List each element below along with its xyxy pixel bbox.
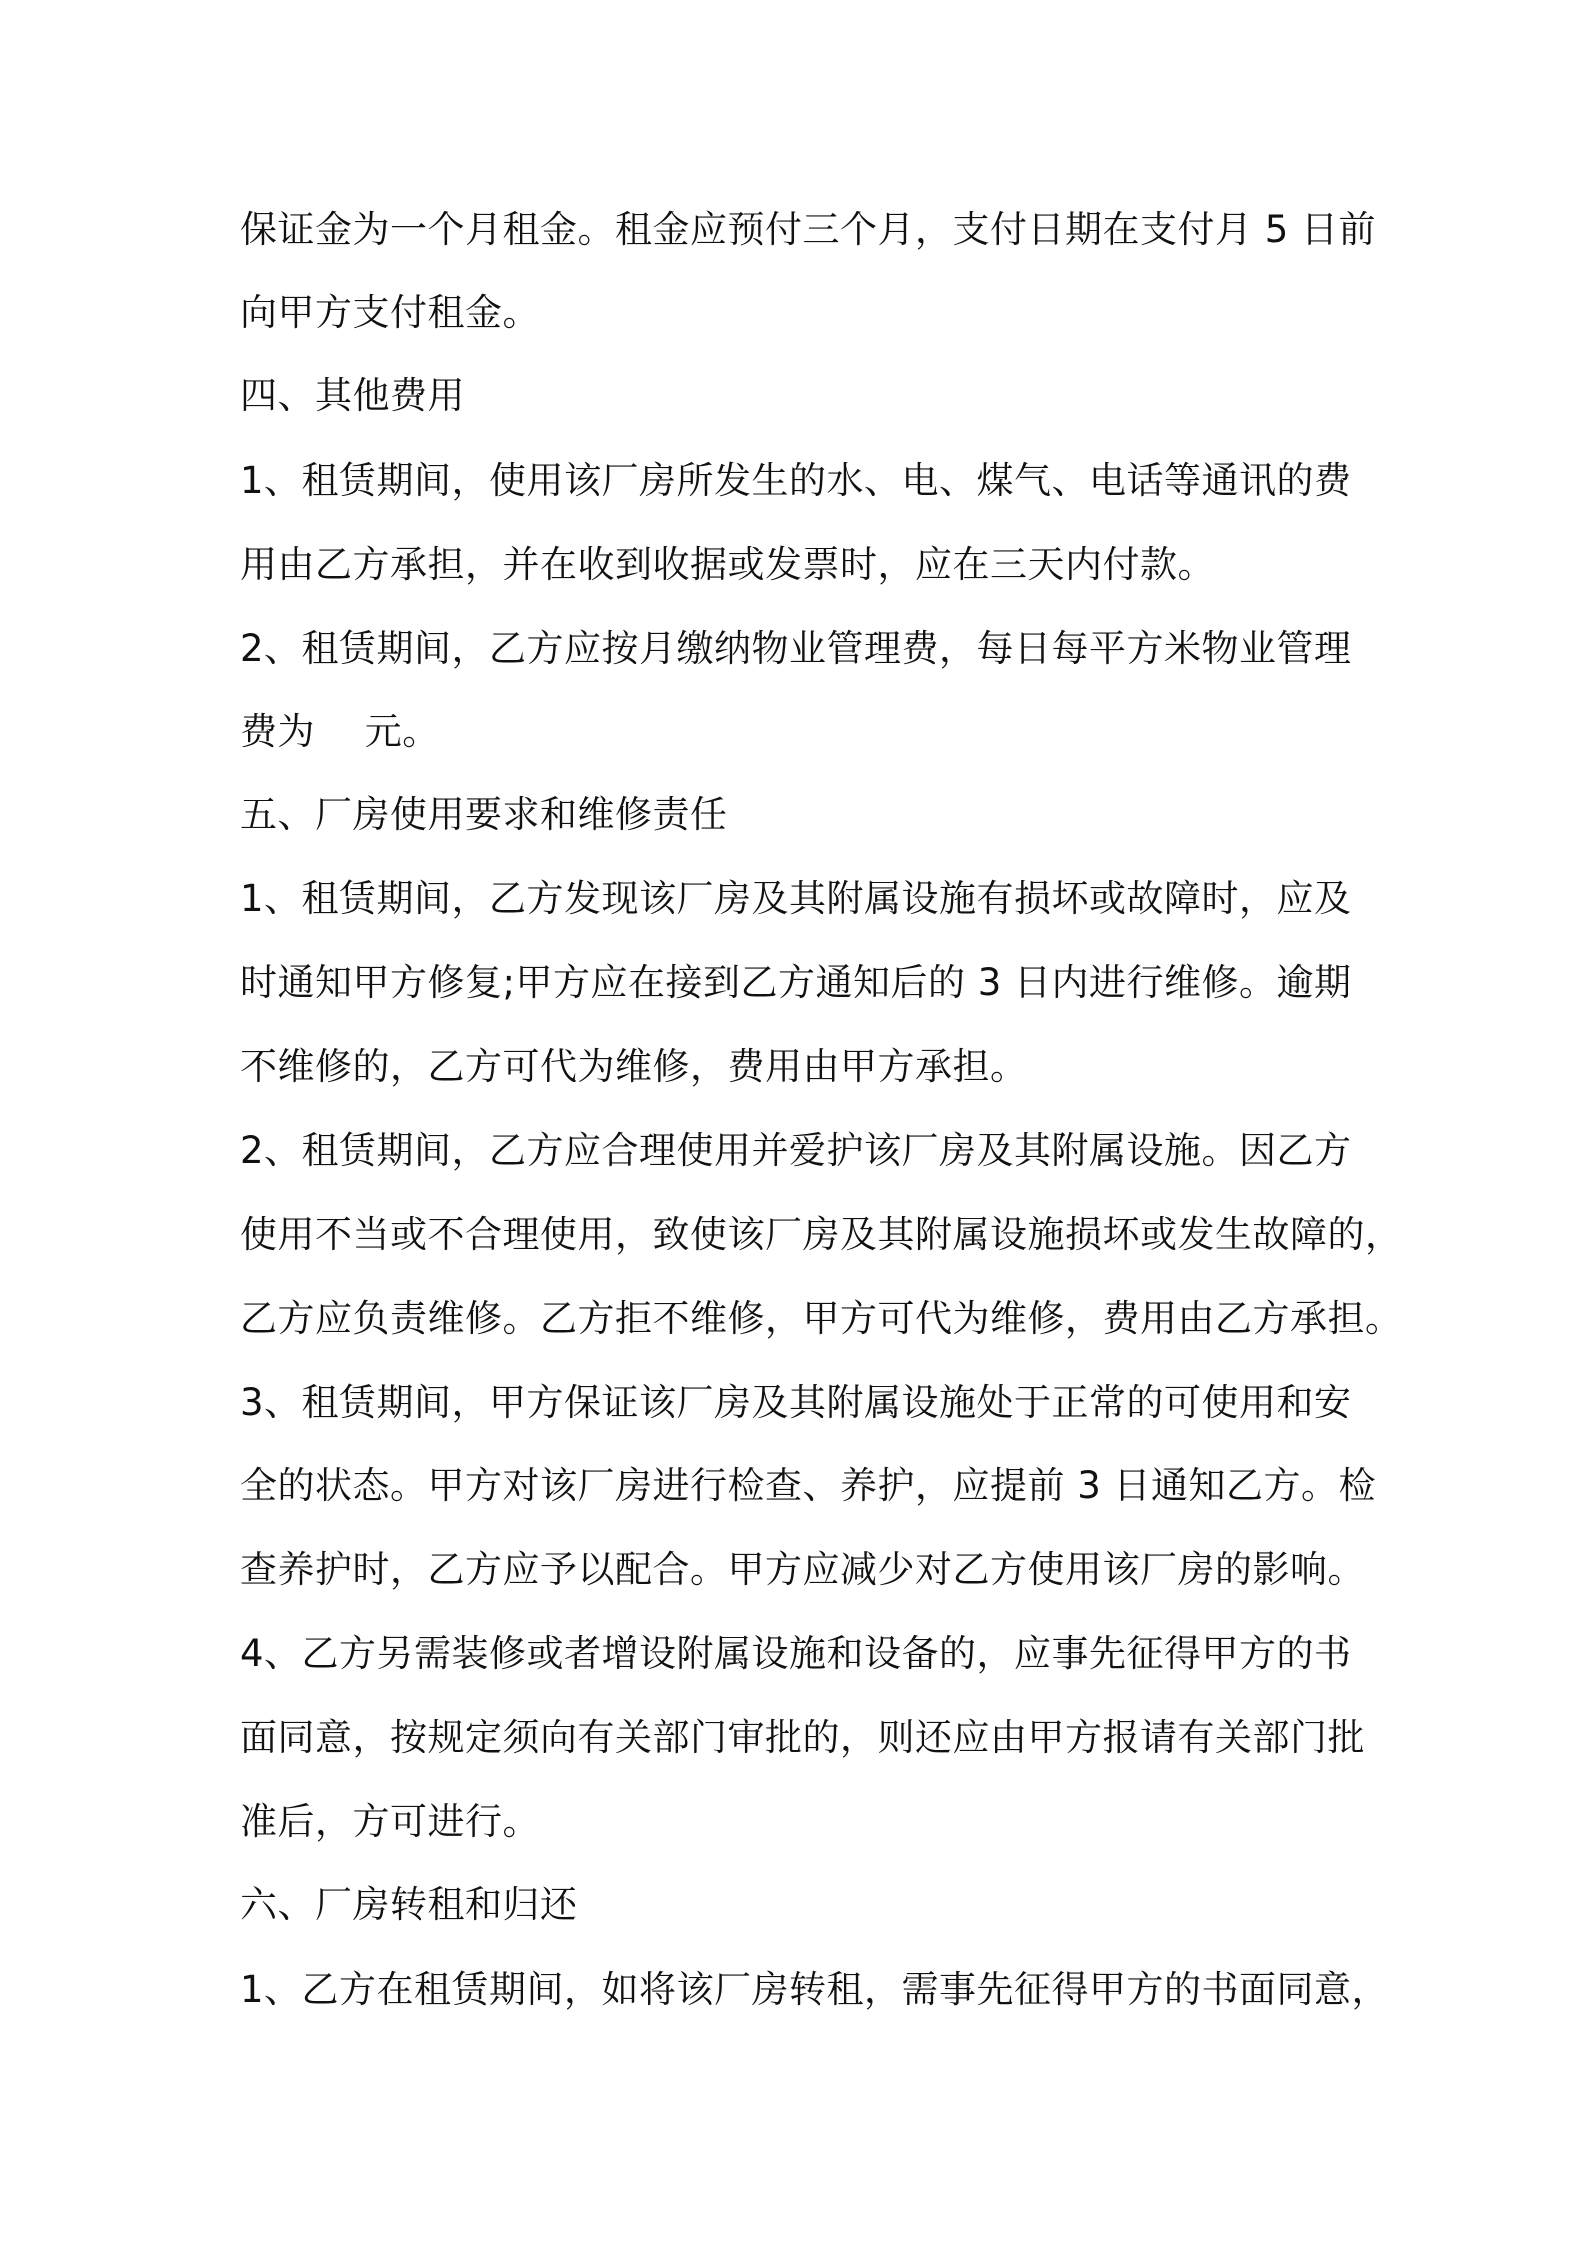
text-line: 乙方应负责维修。乙方拒不维修，甲方可代为维修，费用由乙方承担。 — [240, 1297, 1403, 1340]
text-line: 全的状态。甲方对该厂房进行检查、养护，应提前 3 日通知乙方。检 — [240, 1464, 1377, 1507]
text-line: 3、租赁期间，甲方保证该厂房及其附属设施处于正常的可使用和安 — [240, 1381, 1352, 1424]
text-line: 用由乙方承担，并在收到收据或发票时，应在三天内付款。 — [240, 543, 1215, 586]
text-line: 准后，方可进行。 — [240, 1800, 540, 1843]
text-line: 时通知甲方修复;甲方应在接到乙方通知后的 3 日内进行维修。逾期 — [240, 961, 1352, 1004]
text-line: 查养护时，乙方应予以配合。甲方应减少对乙方使用该厂房的影响。 — [240, 1548, 1365, 1591]
section-heading: 五、厂房使用要求和维修责任 — [240, 793, 728, 836]
section-heading: 六、厂房转租和归还 — [240, 1883, 578, 1926]
text-line: 保证金为一个月租金。租金应预付三个月，支付日期在支付月 5 日前 — [240, 208, 1377, 251]
text-line: 使用不当或不合理使用，致使该厂房及其附属设施损坏或发生故障的， — [240, 1213, 1403, 1256]
text-line: 4、乙方另需装修或者增设附属设施和设备的，应事先征得甲方的书 — [240, 1632, 1352, 1675]
text-line: 2、租赁期间，乙方应按月缴纳物业管理费，每日每平方米物业管理 — [240, 627, 1352, 670]
text-line: 向甲方支付租金。 — [240, 291, 540, 334]
section-heading: 四、其他费用 — [240, 374, 465, 417]
text-line: 费为 元。 — [240, 710, 440, 753]
text-line: 1、租赁期间，使用该厂房所发生的水、电、煤气、电话等通讯的费 — [240, 459, 1352, 502]
text-line: 2、租赁期间，乙方应合理使用并爱护该厂房及其附属设施。因乙方 — [240, 1129, 1352, 1172]
text-line: 面同意，按规定须向有关部门审批的，则还应由甲方报请有关部门批 — [240, 1716, 1365, 1759]
text-line: 不维修的，乙方可代为维修，费用由甲方承担。 — [240, 1045, 1028, 1088]
text-line: 1、乙方在租赁期间，如将该厂房转租，需事先征得甲方的书面同意， — [240, 1968, 1390, 2011]
text-line: 1、租赁期间，乙方发现该厂房及其附属设施有损坏或故障时，应及 — [240, 877, 1352, 920]
